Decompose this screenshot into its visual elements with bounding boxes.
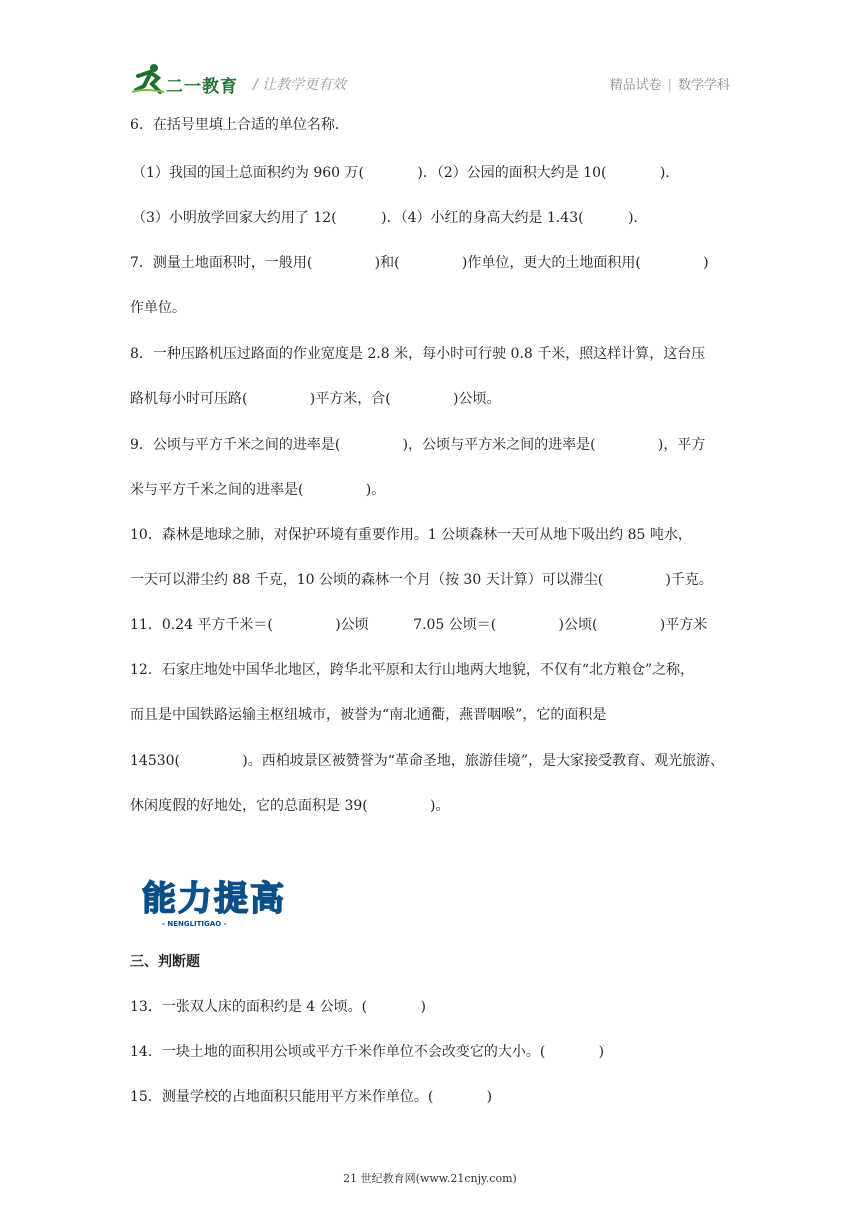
header-separator: | <box>667 78 672 93</box>
question-line: 休闲度假的好地处，它的总面积是 39( )。 <box>130 798 450 814</box>
question-line: （3）小明放学回家大约用了 12( )．（4）小红的身高大约是 1.43( )． <box>132 210 648 226</box>
header-tags <box>610 74 730 93</box>
question-line: 8．一种压路机压过路面的作业宽度是 2.8 米，每小时可行驶 0.8 千米，照这样计算，这台压 <box>130 346 706 362</box>
section-heading: 三、判断题 <box>130 954 200 970</box>
question-line: 作单位。 <box>130 300 186 316</box>
question-line: 7．测量土地面积时，一般用( )和( )作单位，更大的土地面积用( ) <box>130 255 709 271</box>
question-line: 一天可以滞尘约 88 千克，10 公顷的森林一个月（按 30 天计算）可以滞尘( )千克。 <box>130 572 713 588</box>
question-line: 14530( )。西柏坡景区被赞誉为“革命圣地，旅游佳境”，是大家接受教育、观光旅游、 <box>130 753 725 769</box>
ability-banner <box>140 872 300 932</box>
question-line: 10．森林是地球之肺，对保护环境有重要作用。1 公顷森林一天可从地下吸出约 85 吨水， <box>130 527 692 543</box>
question-line: 6．在括号里填上合适的单位名称． <box>130 117 349 133</box>
question-line: （1）我国的国土总面积约为 960 万( )．（2）公园的面积大约是 10( )． <box>132 165 680 181</box>
judgement-line: 14．一块土地的面积用公顷或平方千米作单位不会改变它的大小。( ) <box>130 1044 605 1060</box>
judgement-line: 13．一张双人床的面积约是 4 公顷。( ) <box>130 999 426 1015</box>
logo-slogan: / 让教学更有效 <box>253 77 347 93</box>
banner-subtitle: - NENGLITIGAO - <box>162 920 227 928</box>
question-line: 米与平方千米之间的进率是( )。 <box>130 482 386 498</box>
question-line: 12．石家庄地处中国华北地区，跨华北平原和太行山地两大地貌，不仅有“北方粮仓”之称， <box>130 662 695 678</box>
banner-title: 能力提高 <box>142 879 286 919</box>
page-footer: 21 世纪教育网(www.21cnjy.com) <box>343 1172 517 1185</box>
page-header <box>130 62 730 102</box>
judgement-line: 15．测量学校的占地面积只能用平方米作单位。( ) <box>130 1089 493 1105</box>
header-tag-premium: 精品试卷 <box>609 78 662 93</box>
header-tag-subject: 数学学科 <box>677 78 730 93</box>
question-line: 9．公顷与平方千米之间的进率是( )，公顷与平方米之间的进率是( )，平方 <box>130 437 706 453</box>
logo-text: 二一教育 <box>166 77 238 97</box>
question-line: 11．0.24 平方千米＝( )公顷 7.05 公顷＝( )公顷( )平方米 <box>130 617 708 633</box>
question-line: 路机每小时可压路( )平方米，合( )公顷。 <box>130 391 501 407</box>
runner-logo-icon <box>130 62 168 96</box>
question-line: 而且是中国铁路运输主枢纽城市，被誉为“南北通衢，燕晋咽喉”，它的面积是 <box>130 707 607 723</box>
